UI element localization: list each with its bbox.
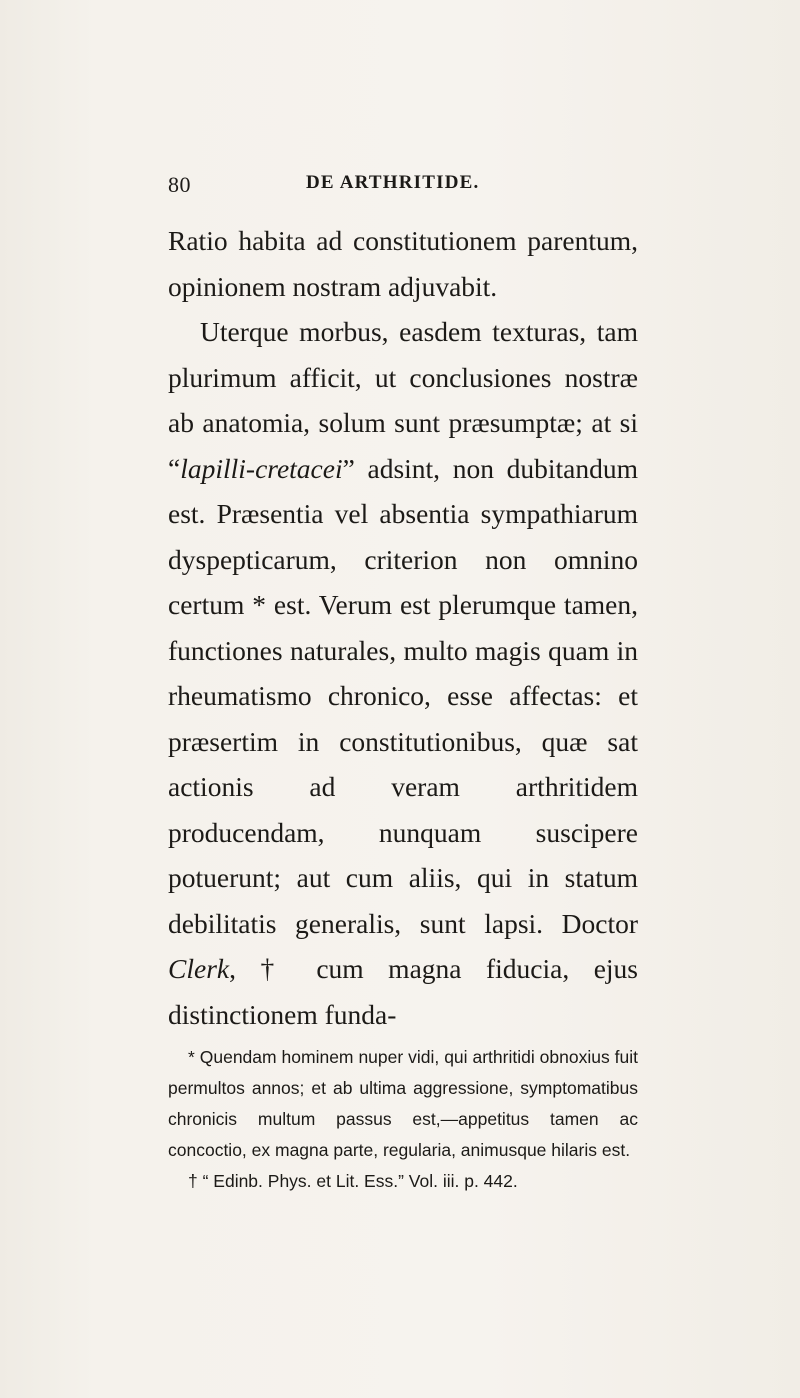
running-head: DE ARTHRITIDE.	[306, 172, 480, 193]
text-span: , † cum magna fiducia, ejus distinctionem funda-	[168, 953, 638, 1030]
paragraph: Ratio habita ad constitutionem parentum, opinionem nostram adjuvabit.	[168, 225, 638, 302]
page-header	[168, 172, 608, 202]
paragraph	[168, 309, 638, 1037]
main-text	[168, 218, 638, 1037]
text-span: Uterque morbus, easdem texturas, tam plurimum afficit, ut conclusiones nostræ ab anatomia, solum sunt præsumptæ; at si “	[168, 316, 638, 484]
italic-name: Clerk	[168, 953, 230, 984]
text-span: ” adsint, non dubitandum est. Præsentia vel absentia sympathiarum dyspepticarum, criterion non omnino certum * est. Verum est plerumque tamen, functiones naturales, multo magis quam in rheumatismo chronico, esse affectas: et præsertim in constitutionibus, quæ sat actionis ad veram arthritidem producendam, nunquam suscipere potuerunt; aut cum aliis, qui in statum debilitatis generalis, sunt lapsi. Doctor	[168, 452, 638, 939]
italic-term: lapilli-cretacei	[180, 452, 343, 484]
page-number: 80	[168, 172, 191, 197]
footnote: † “ Edinb. Phys. et Lit. Ess.” Vol. iii. p. 442.	[188, 1171, 518, 1191]
footnote: * Quendam hominem nuper vidi, qui arthritidi obnoxius fuit permultos annos; et ab ultima aggressione, symptomatibus chronicis multum passus est,—appetitus tamen ac concoctio, ex magna parte, regularia, animusque hilaris est.	[168, 1047, 638, 1160]
footnotes	[168, 1042, 638, 1197]
